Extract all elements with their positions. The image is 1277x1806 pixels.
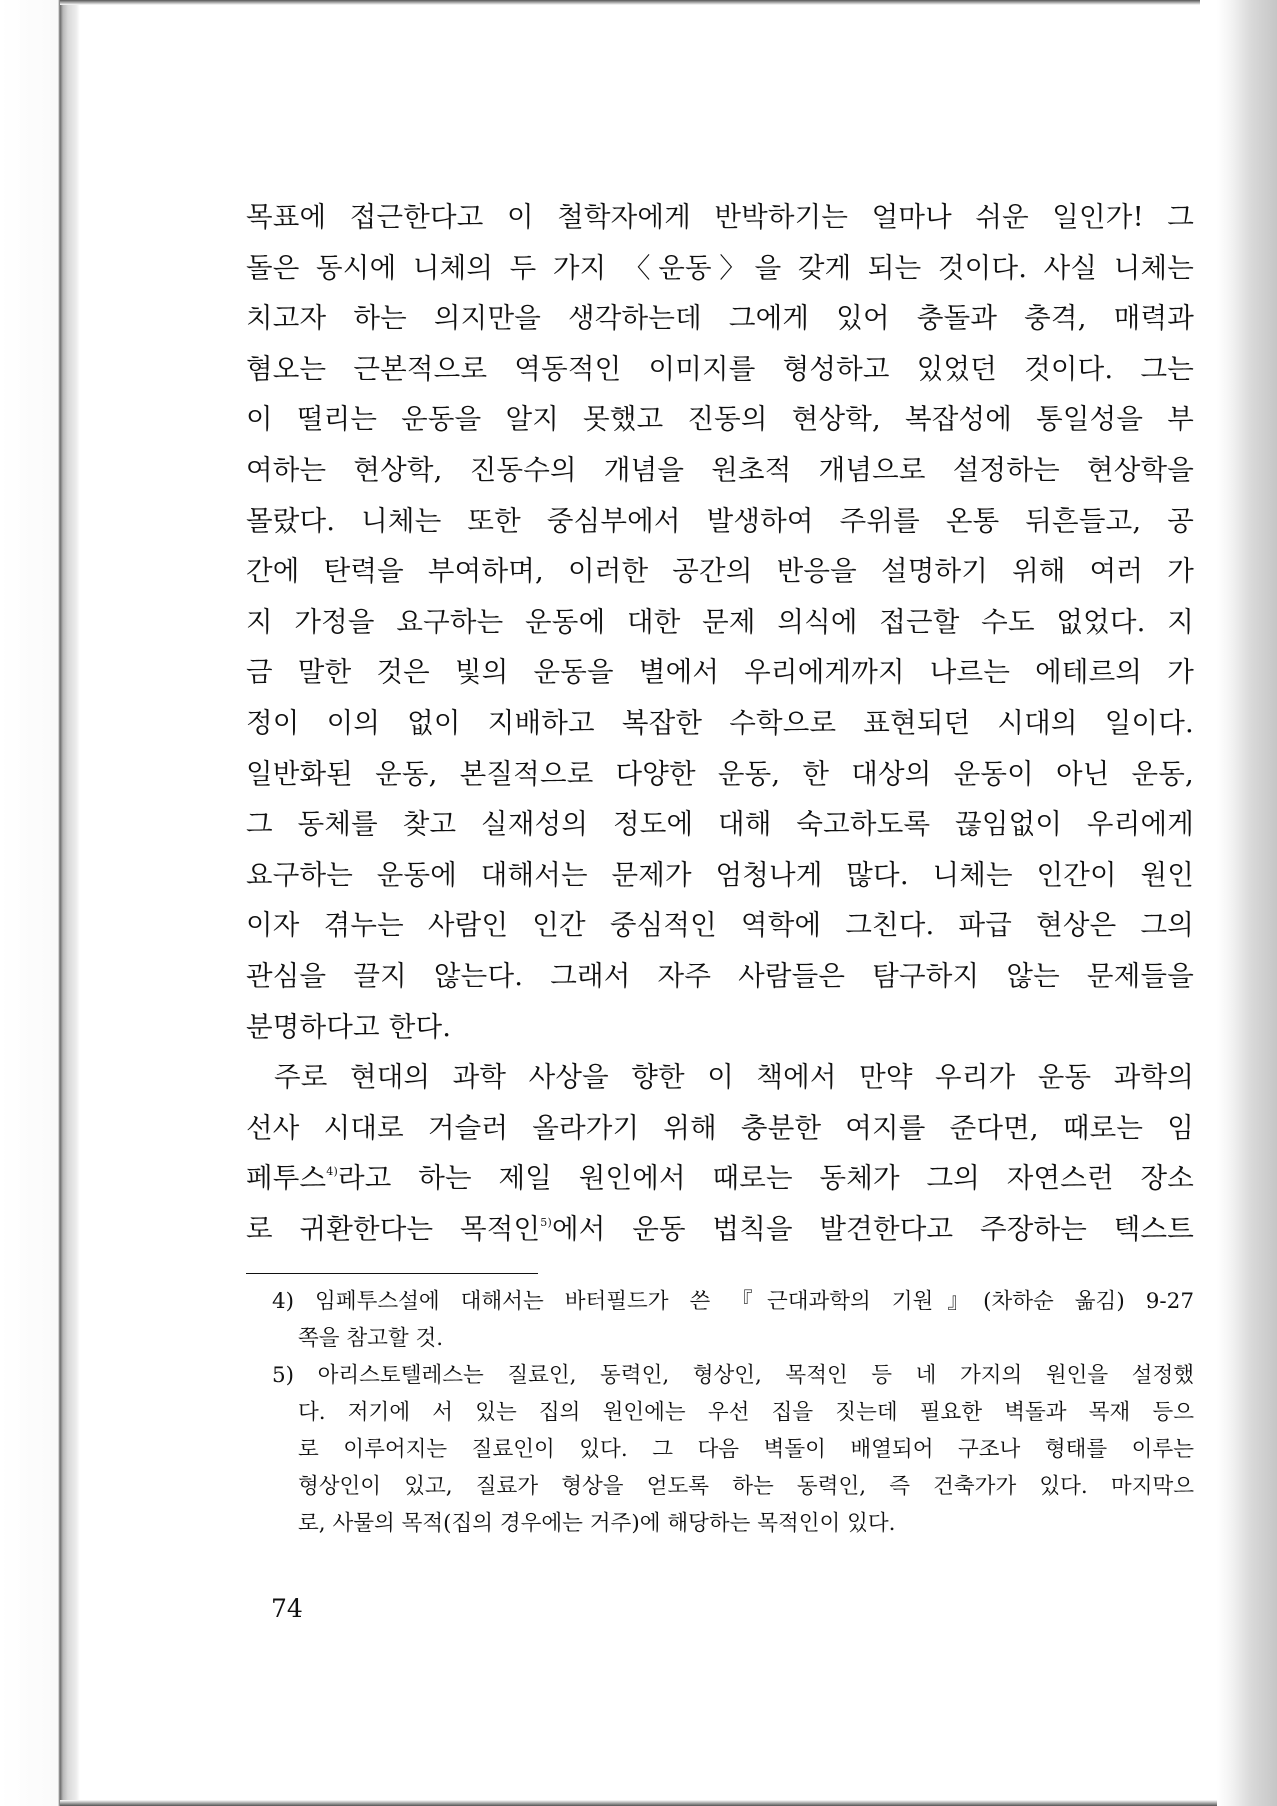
body-text — [246, 192, 1194, 1254]
line-text: 라고 하는 제일 원인에서 때로는 동체가 그의 자연스런 장소 — [338, 1162, 1194, 1195]
body-line-with-footnote-ref — [246, 1204, 1194, 1255]
paragraph-start-line: 주로 현대의 과학 사상을 향한 이 책에서 만약 우리가 운동 과학의 — [274, 1061, 1194, 1094]
page-right-shadow — [1217, 0, 1277, 1806]
footnote-ref-4[interactable]: 4) — [326, 1165, 338, 1179]
body-line: 이 떨리는 운동을 알지 못했고 진동의 현상학, 복잡성에 통일성을 부 — [246, 403, 1194, 436]
page-number: 74 — [271, 1594, 303, 1623]
body-line: 간에 탄력을 부여하며, 이러한 공간의 반응을 설명하기 위해 여러 가 — [246, 555, 1194, 588]
body-line: 몰랐다. 니체는 또한 중심부에서 발생하여 주위를 온통 뒤흔들고, 공 — [246, 504, 1194, 537]
footnote-divider — [246, 1273, 538, 1274]
body-line: 목표에 접근한다고 이 철학자에게 반박하기는 얼마나 쉬운 일인가! 그 — [246, 201, 1194, 233]
body-line-with-footnote-ref — [246, 1153, 1194, 1204]
body-line: 선사 시대로 거슬러 올라가기 위해 충분한 여지를 준다면, 때로는 임 — [246, 1111, 1194, 1144]
body-line: 돌은 동시에 니체의 두 가지 〈운동〉을 갖게 되는 것이다. 사실 니체는 — [246, 251, 1194, 284]
line-text: 로 귀환한다는 목적인 — [246, 1212, 541, 1245]
book-page — [76, 0, 1216, 1806]
body-line: 금 말한 것은 빛의 운동을 별에서 우리에게까지 나르는 에테르의 가 — [246, 656, 1194, 689]
book-spine-edge — [0, 0, 80, 1806]
body-line: 여하는 현상학, 진동수의 개념을 원초적 개념으로 설정하는 현상학을 — [246, 453, 1194, 486]
footnote-4-cont: 쪽을 참고할 것. — [298, 1326, 444, 1351]
body-line: 정이 이의 없이 지배하고 복잡한 수학으로 표현되던 시대의 일이다. — [246, 706, 1194, 739]
body-line: 그 동체를 찾고 실재성의 정도에 대해 숙고하도록 끊임없이 우리에게 — [246, 808, 1194, 841]
paragraph-end-line: 분명하다고 한다. — [246, 1010, 452, 1043]
footnote-5-cont: 다. 저기에 서 있는 집의 원인에는 우선 집을 짓는데 필요한 벽돌과 목재 등으 — [298, 1400, 1194, 1425]
footnote-5-cont: 로 이루어지는 질료인이 있다. 그 다음 벽돌이 배열되어 구조나 형태를 이루는 — [298, 1437, 1194, 1462]
body-line: 관심을 끌지 않는다. 그래서 자주 사람들은 탐구하지 않는 문제들을 — [246, 959, 1194, 992]
body-line: 요구하는 운동에 대해서는 문제가 엄청나게 많다. 니체는 인간이 원인 — [246, 858, 1194, 891]
line-text: 페투스 — [246, 1162, 327, 1195]
body-line: 지 가정을 요구하는 운동에 대한 문제 의식에 접근할 수도 없었다. 지 — [246, 605, 1194, 638]
line-text: 에서 운동 법칙을 발견한다고 주장하는 텍스트 — [551, 1212, 1194, 1245]
body-line: 이자 겪누는 사람인 인간 중심적인 역학에 그친다. 파급 현상은 그의 — [246, 909, 1194, 942]
footnote-5-cont: 로, 사물의 목적(집의 경우에는 거주)에 해당하는 목적인이 있다. — [298, 1511, 896, 1536]
footnote-5: 5) 아리스토텔레스는 질료인, 동력인, 형상인, 목적인 등 네 가지의 원인을 설정했 — [272, 1363, 1194, 1388]
footnote-4: 4) 임페투스설에 대해서는 바터필드가 쓴 『근대과학의 기원』(차하순 옮김) 9-27 — [272, 1289, 1194, 1314]
footnotes — [272, 1283, 1194, 1542]
body-line: 혐오는 근본적으로 역동적인 이미지를 형성하고 있었던 것이다. 그는 — [246, 352, 1194, 385]
body-line: 치고자 하는 의지만을 생각하는데 그에게 있어 충돌과 충격, 매력과 — [246, 302, 1194, 335]
footnote-ref-5[interactable]: 5) — [540, 1215, 552, 1229]
footnote-5-cont: 형상인이 있고, 질료가 형상을 얻도록 하는 동력인, 즉 건축가가 있다. 마지막으 — [298, 1474, 1194, 1499]
body-line: 일반화된 운동, 본질적으로 다양한 운동, 한 대상의 운동이 아닌 운동, — [246, 757, 1194, 790]
